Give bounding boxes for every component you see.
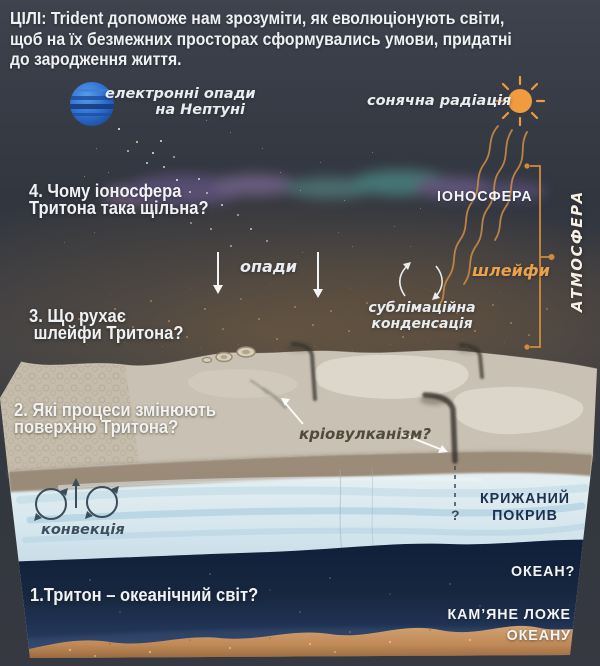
- question-4-line-1: 4. Чому іоносфера: [29, 181, 182, 201]
- page-title: [10, 8, 512, 70]
- title-line-3: до зародження життя.: [10, 49, 182, 70]
- sublimation-line-2: конденсація: [371, 315, 473, 332]
- cryovolcanism-label: кріовулканізм?: [299, 425, 432, 443]
- atmosphere-label: АТМОСФЕРА: [568, 190, 586, 312]
- title-line-1: ЦІЛІ: Trident допоможе нам зрозуміти, як еволюціонують світи,: [10, 8, 505, 28]
- question-4: [29, 183, 209, 216]
- convection-label: конвекція: [41, 522, 125, 538]
- bedrock-line-2: ОКЕАНУ: [506, 627, 571, 644]
- question-3: [29, 308, 183, 341]
- bedrock-line-1: КАМ’ЯНЕ ЛОЖЕ: [447, 606, 571, 623]
- plumes-label: шлейфи: [472, 261, 550, 280]
- question-4-line-2: Тритона така щільна?: [29, 197, 209, 218]
- ice-cover-label: [459, 491, 592, 524]
- question-2-line-1: 2. Які процеси змінюють: [14, 400, 217, 420]
- ice-cover-line-2: ПОКРИВ: [492, 506, 558, 524]
- sublimation-label: [362, 301, 482, 332]
- question-2-line-2: поверхню Тритона?: [14, 416, 179, 437]
- bedrock-label: [429, 604, 572, 646]
- ice-cover-line-1: КРИЖАНИЙ: [479, 490, 570, 507]
- title-line-2: щоб на їх безмежних просторах сформувались умови, придатні: [10, 28, 512, 49]
- question-3-line-2: шлейфи Тритона?: [33, 322, 184, 343]
- ionosphere-label: ІОНОСФЕРА: [437, 188, 533, 205]
- sublimation-line-1: сублімаційна: [368, 300, 476, 316]
- solar-radiation-label: сонячна радіація: [367, 93, 512, 109]
- precipitation-label: опади: [240, 257, 297, 276]
- neptune-caption: [105, 86, 256, 119]
- plume-question-mark: ?: [451, 507, 460, 523]
- question-2: [14, 402, 216, 435]
- question-3-line-1: 3. Що рухає: [29, 306, 126, 326]
- ocean-label: ОКЕАН?: [511, 563, 576, 580]
- question-1: 1.Тритон – океанічний світ?: [30, 585, 259, 605]
- cycle-arrows-icon: [400, 262, 442, 300]
- neptune-caption-line-2: на Нептуні: [155, 101, 245, 118]
- neptune-caption-line-1: електронні опади: [105, 86, 256, 102]
